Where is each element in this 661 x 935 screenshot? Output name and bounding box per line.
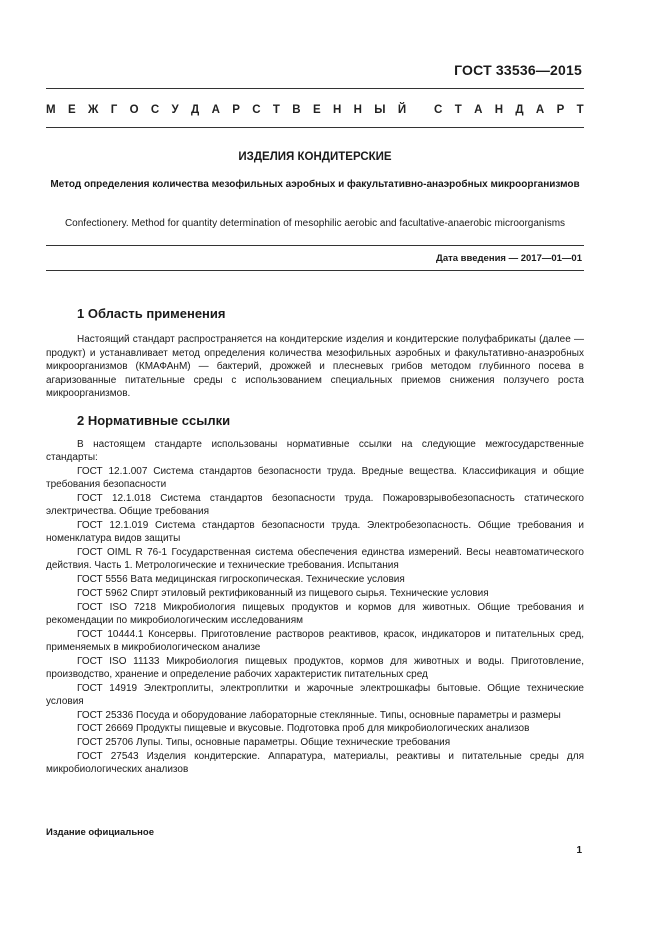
reference-item: ГОСТ 10444.1 Консервы. Приготовление растворов реактивов, красок, индикаторов и питательных сред, применяемых в микробиологическом анализе bbox=[46, 628, 584, 653]
page-number: 1 bbox=[576, 845, 582, 856]
section2-heading: 2 Нормативные ссылки bbox=[77, 413, 231, 428]
interstate-letter: А bbox=[535, 104, 545, 116]
reference-item: ГОСТ OIML R 76-1 Государственная система обеспечения единства измерений. Весы неавтоматического действия. Часть 1. Метрологические и технические требования. Испытания bbox=[46, 547, 584, 572]
interstate-letter: Д bbox=[191, 104, 200, 116]
interstate-letter: Д bbox=[515, 104, 524, 116]
reference-item: ГОСТ 25336 Посуда и оборудование лабораторные стеклянные. Типы, основные параметры и размеры bbox=[77, 709, 561, 721]
interstate-letter: У bbox=[171, 104, 179, 116]
reference-item: ГОСТ 12.1.019 Система стандартов безопасности труда. Электробезопасность. Общие требования и номенклатура видов защиты bbox=[46, 520, 584, 545]
interstate-letter bbox=[418, 104, 421, 116]
english-title: Confectionery. Method for quantity determination of mesophilic aerobic and facultative-anaerobic microorganisms bbox=[64, 218, 566, 229]
references-intro: В настоящем стандарте использованы нормативные ссылки на следующие межгосударственные стандарты: bbox=[46, 439, 584, 464]
interstate-letter: С bbox=[434, 104, 443, 116]
reference-item: ГОСТ ISO 11133 Микробиология пищевых продуктов, кормов для животных и воды. Приготовление, производство, хранение и определение рабочих характеристик питательных сред bbox=[46, 655, 584, 680]
interstate-letter: Н bbox=[353, 104, 362, 116]
interstate-letter: С bbox=[252, 104, 261, 116]
interstate-letter: Н bbox=[332, 104, 342, 116]
reference-item: ГОСТ 25706 Лупы. Типы, основные параметры. Общие технические требования bbox=[77, 737, 451, 749]
header-top-rule bbox=[46, 88, 584, 89]
interstate-letter: Т bbox=[576, 104, 584, 116]
document-subtitle: Метод определения количества мезофильных аэробных и факультативно-анаэробных микроорганизмов bbox=[50, 179, 580, 190]
interstate-letter: С bbox=[150, 104, 160, 116]
section1-paragraph: Настоящий стандарт распространяется на кондитерские изделия и кондитерские полуфабрикаты (далее — продукт) и устанавливает метод определения количества мезофильных аэробных и факультативно-анаэробных микроорганизмов (КМАФАнМ) — бактерий, дрожжей и плесневых грибов методом глубинного посева в агаризованные питательные среды с использованием специальных приемов снижения ползучего роста микроорганизмов. bbox=[46, 334, 584, 399]
interstate-standard-label bbox=[46, 104, 584, 116]
interstate-letter: Ж bbox=[87, 104, 99, 116]
standard-code: ГОСТ 33536—2015 bbox=[454, 62, 582, 78]
header-bottom-rule bbox=[46, 127, 584, 128]
title-rule bbox=[46, 245, 584, 246]
edition-label: Издание официальное bbox=[46, 827, 154, 838]
interstate-letter: М bbox=[46, 104, 56, 116]
reference-item: ГОСТ 12.1.018 Система стандартов безопасности труда. Пожаровзрывобезопасность статического электричества. Общие требования bbox=[46, 493, 584, 518]
reference-item: ГОСТ 12.1.007 Система стандартов безопасности труда. Вредные вещества. Классификация и общие требования безопасности bbox=[46, 466, 584, 491]
introduction-date: Дата введения — 2017—01—01 bbox=[436, 253, 582, 264]
interstate-letter: Р bbox=[232, 104, 240, 116]
interstate-letter: Г bbox=[110, 104, 118, 116]
interstate-letter: Е bbox=[312, 104, 321, 116]
section1-heading: 1 Область применения bbox=[77, 306, 226, 321]
interstate-letter: Й bbox=[397, 104, 407, 116]
references-list bbox=[46, 438, 584, 777]
reference-item: ГОСТ ISO 7218 Микробиология пищевых продуктов и кормов для животных. Общие требования и рекомендации по микробиологическим исследованиям bbox=[46, 601, 584, 626]
interstate-letter: Н bbox=[494, 104, 504, 116]
reference-item: ГОСТ 27543 Изделия кондитерские. Аппаратура, материалы, реактивы и питательные среды для микробиологических анализов bbox=[46, 750, 584, 776]
interstate-letter: А bbox=[211, 104, 220, 116]
interstate-letter: О bbox=[129, 104, 139, 116]
date-rule bbox=[46, 270, 584, 271]
interstate-letter: А bbox=[474, 104, 483, 116]
interstate-letter: Ы bbox=[374, 104, 386, 116]
interstate-letter: Т bbox=[272, 104, 280, 116]
reference-item: ГОСТ 5556 Вата медицинская гигроскопическая. Технические условия bbox=[77, 574, 405, 585]
reference-item: ГОСТ 26669 Продукты пищевые и вкусовые. Подготовка проб для микробиологических анализов bbox=[77, 723, 530, 735]
interstate-letter: Е bbox=[67, 104, 76, 116]
interstate-letter: Т bbox=[454, 104, 462, 116]
interstate-letter: Р bbox=[556, 104, 565, 116]
reference-item: ГОСТ 5962 Спирт этиловый ректификованный из пищевого сырья. Технические условия bbox=[77, 587, 489, 599]
interstate-letter: В bbox=[292, 104, 301, 116]
document-title: ИЗДЕЛИЯ КОНДИТЕРСКИЕ bbox=[238, 151, 392, 163]
reference-item: ГОСТ 14919 Электроплиты, электроплитки и жарочные электрошкафы бытовые. Общие технические условия bbox=[46, 682, 584, 707]
